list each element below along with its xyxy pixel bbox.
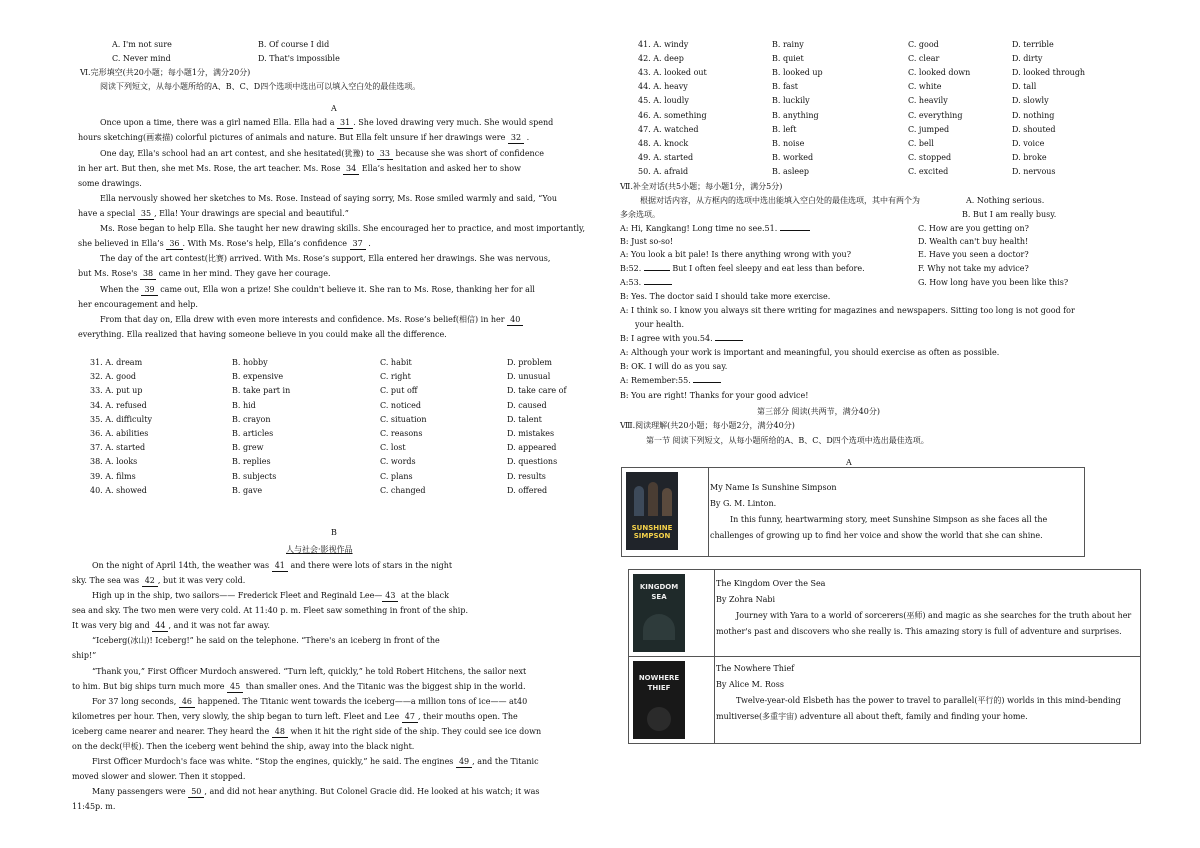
choice-item: D. Wealth can't buy health!	[918, 237, 1029, 246]
blank: 40	[507, 314, 523, 326]
passage-label: B	[331, 528, 337, 537]
passage-line: Ms. Rose began to help Ella. She taught her new drawing skills. She encouraged her to practice, and most importantly,	[100, 224, 586, 233]
blank	[644, 270, 670, 271]
blank	[693, 382, 721, 383]
blank: 46	[179, 696, 195, 708]
prev-option: C. Never mind	[112, 54, 171, 63]
option-choice: 31. A. dream	[90, 358, 143, 367]
option-choice: D. caused	[507, 400, 547, 410]
section-instruction: 第一节 阅读下列短文，从每小题所给的A、B、C、D四个选项中选出最佳选项。	[646, 436, 929, 445]
blank: 42	[142, 575, 158, 587]
dialogue-line: A: I think so. I know you always sit there writing for magazines and newspapers. Sitting too long is not good for	[620, 306, 1075, 315]
dialogue-line: B:52. But I often feel sleepy and eat less than before.	[620, 264, 865, 273]
option-choice: B. quiet	[772, 54, 804, 64]
book-cover-image: NOWHERE THIEF	[633, 661, 685, 739]
dialogue-line: A:53.	[620, 277, 672, 288]
dialogue-line: B: You are right! Thanks for your good advice!	[620, 391, 809, 400]
section-title: Ⅵ.完形填空(共20小题；每小题1分，满分20分)	[80, 68, 251, 77]
passage-line: her encouragement and help.	[78, 300, 198, 309]
option-choice: B. subjects	[232, 471, 277, 481]
passage-line: moved slower and slower. Then it stopped.	[72, 772, 246, 781]
blank: 34	[343, 163, 359, 175]
option-choice: B. hobby	[232, 358, 268, 367]
option-choice: C. stopped	[908, 152, 952, 162]
option-choice: B. expensive	[232, 372, 284, 382]
blank: 44	[152, 620, 168, 632]
book-cover-image: SUNSHINE SIMPSON	[626, 472, 678, 550]
passage-subtitle: 人与社会·影视作品	[286, 545, 353, 554]
option-choice: C. right	[380, 372, 411, 382]
option-choice: C. excited	[908, 166, 949, 176]
option-choice: C. white	[908, 82, 942, 92]
dialogue-line: B: Just so-so!	[620, 237, 674, 246]
option-choice: D. dirty	[1012, 54, 1043, 64]
option-choice: D. nothing	[1012, 110, 1055, 120]
option-choice: C. looked down	[908, 68, 971, 78]
dialogue-line: B: Yes. The doctor said I should take more exercise.	[620, 292, 831, 301]
option-choice: 45. A. loudly	[638, 96, 689, 106]
option-choice: 43. A. looked out	[638, 68, 707, 78]
blank: 33	[377, 148, 393, 160]
prev-option: A. I'm not sure	[112, 40, 172, 49]
book-title: The Kingdom Over the Sea	[716, 579, 826, 588]
dialogue-line: B: OK. I will do as you say.	[620, 362, 728, 371]
passage-label: A	[331, 104, 337, 113]
choice-item: A. Nothing serious.	[966, 196, 1045, 205]
book-card-group	[628, 569, 1141, 744]
option-choice: D. unusual	[507, 372, 551, 382]
passage-line: ship!”	[72, 651, 97, 660]
passage-line: she believed in Ella’s 36 . With Ms. Rose’s help, Ella’s confidence 37 .	[78, 239, 371, 248]
book-author: By G. M. Linton.	[710, 499, 777, 508]
option-choice: D. broke	[1012, 152, 1047, 162]
option-choice: 40. A. showed	[90, 485, 147, 495]
book-info	[716, 576, 1136, 640]
book-description: Journey with Yara to a world of sorcerers(巫师) and magic as she searches for the truth about her mother's past and discovers who she really is. This amazing story is full of adventure and surprises.	[716, 611, 1132, 636]
passage-line: It was very big and 44 , and it was not far away.	[72, 621, 270, 630]
option-choice: D. take care of	[507, 386, 567, 396]
passage-line: everything. Ella realized that having someone believe in you could make all the difference.	[78, 330, 447, 339]
passage-line: on the deck(甲板). Then the iceberg went behind the ship, away into the black night.	[72, 742, 415, 751]
passage-line: kilometres per hour. Then, very slowly, the ship began to turn left. Fleet and Lee 47 , their mouths open. The	[72, 712, 518, 721]
option-choice: C. reasons	[380, 429, 423, 438]
book-title: The Nowhere Thief	[716, 664, 795, 673]
choice-item: B. But I am really busy.	[962, 210, 1057, 219]
option-choice: C. words	[380, 457, 416, 467]
choice-item: G. How long have you been like this?	[918, 278, 1069, 287]
passage-line: From that day on, Ella drew with even more interests and confidence. Ms. Rose’s belief(相信) in her 40	[100, 314, 523, 326]
option-choice: D. appeared	[507, 443, 557, 453]
option-choice: D. mistakes	[507, 429, 555, 438]
book-description: Twelve-year-old Elsbeth has the power to travel to parallel(平行的) worlds in this mind-bending multiverse(多重宇宙) adventure all about theft, family and finding your home.	[716, 696, 1121, 721]
passage-line: in her art. But then, she met Ms. Rose, the art teacher. Ms. Rose 34 Ella’s hesitation and asked her to show	[78, 164, 521, 173]
option-choice: C. put off	[380, 386, 418, 396]
option-choice: B. fast	[772, 82, 799, 92]
passage-line: Many passengers were 50 , and did not hear anything. But Colonel Gracie did. He looked at his watch; it was	[92, 787, 540, 796]
passage-line: Ella nervously showed her sketches to Ms. Rose. Instead of saying sorry, Ms. Rose smiled warmly and said, “You	[100, 194, 557, 203]
option-choice: 46. A. something	[638, 110, 707, 120]
option-choice: 33. A. put up	[90, 386, 143, 396]
option-choice: 47. A. watched	[638, 124, 699, 134]
option-choice: D. voice	[1012, 138, 1045, 148]
option-choice: B. crayon	[232, 414, 271, 424]
option-choice: C. situation	[380, 414, 427, 424]
section-instruction: 多余选项。	[620, 210, 660, 219]
dialogue-line: A: Hi, Kangkang! Long time no see.51.	[620, 223, 810, 234]
option-choice: C. good	[908, 40, 939, 49]
blank	[644, 284, 672, 285]
passage-line: some drawings.	[78, 179, 142, 188]
book-title: My Name Is Sunshine Simpson	[710, 483, 837, 492]
option-choice: C. bell	[908, 138, 934, 148]
blank: 41	[272, 560, 288, 572]
option-choice: B. gave	[232, 485, 263, 495]
option-choice: 49. A. started	[638, 152, 694, 162]
section-title: Ⅷ.阅读理解(共20小题；每小题2分，满分40分)	[620, 421, 795, 430]
passage-line: to him. But big ships turn much more 45 than smaller ones. And the Titanic was the biggest ship in the world.	[72, 682, 526, 691]
option-choice: 37. A. started	[90, 443, 146, 453]
option-choice: D. offered	[507, 485, 548, 495]
option-choice: D. tall	[1012, 82, 1037, 92]
option-choice: B. anything	[772, 110, 819, 120]
book-author: By Alice M. Ross	[716, 680, 784, 689]
book-description: In this funny, heartwarming story, meet Sunshine Simpson as she faces all the challenges of growing up to find her voice and show the world that she can shine.	[710, 515, 1048, 540]
passage-line: For 37 long seconds, 46 happened. The Titanic went towards the iceberg——a million tons of ice—— at40	[92, 697, 528, 706]
blank	[715, 340, 743, 341]
passage-line: but Ms. Rose's 38 came in her mind. They gave her courage.	[78, 269, 331, 278]
option-choice: B. take part in	[232, 386, 291, 396]
dialogue-line: A: You look a bit pale! Is there anything wrong with you?	[620, 250, 851, 259]
option-choice: C. heavily	[908, 96, 948, 106]
option-choice: B. looked up	[772, 68, 823, 78]
passage-line: Once upon a time, there was a girl named Ella. Ella had a 31 . She loved drawing very much. She would spend	[100, 118, 554, 127]
option-choice: 48. A. knock	[638, 138, 689, 148]
option-choice: 34. A. refused	[90, 400, 147, 410]
passage-line: “Iceberg(冰山)! Iceberg!” he said on the telephone. “There's an iceberg in front of the	[92, 636, 440, 645]
option-choice: 39. A. films	[90, 471, 136, 481]
dialogue-line: your health.	[635, 320, 684, 329]
blank: 39	[141, 284, 157, 296]
section-instruction: 根据对话内容，从方框内的选项中选出能填入空白处的最佳选项，其中有两个为	[640, 196, 920, 205]
blank: 32	[508, 132, 524, 144]
option-choice: B. rainy	[772, 40, 804, 49]
option-choice: D. questions	[507, 457, 558, 467]
passage-line: sea and sky. The two men were very cold. At 11:40 p. m. Fleet saw something in front of the ship.	[72, 606, 468, 615]
option-choice: C. clear	[908, 54, 940, 64]
option-choice: 44. A. heavy	[638, 82, 688, 92]
option-choice: 35. A. difficulty	[90, 414, 152, 424]
option-choice: B. worked	[772, 152, 814, 162]
dialogue-line: A: Remember:55.	[620, 375, 721, 386]
book-card	[621, 467, 1085, 557]
option-choice: C. plans	[380, 471, 413, 481]
blank: 45	[227, 681, 243, 693]
option-choice: D. slowly	[1012, 96, 1049, 106]
option-choice: D. results	[507, 471, 546, 481]
option-choice: B. hid	[232, 400, 256, 410]
choice-item: F. Why not take my advice?	[918, 264, 1029, 273]
choice-item: C. How are you getting on?	[918, 224, 1029, 233]
blank: 48	[272, 726, 288, 738]
passage-line: sky. The sea was 42 , but it was very cold.	[72, 576, 246, 585]
option-choice: C. everything	[908, 110, 963, 120]
passage-line: On the night of April 14th, the weather was 41 and there were lots of stars in the night	[92, 561, 453, 570]
option-choice: D. shouted	[1012, 124, 1056, 134]
blank: 36	[166, 238, 182, 250]
prev-option: B. Of course I did	[258, 40, 330, 49]
option-choice: C. habit	[380, 358, 412, 367]
option-choice: 42. A. deep	[638, 54, 684, 64]
passage-line: When the 39 came out, Ella won a prize! She couldn't believe it. She ran to Ms. Rose, thanking her for all	[100, 285, 535, 294]
option-choice: B. noise	[772, 138, 805, 148]
option-choice: B. articles	[232, 429, 274, 438]
option-choice: 50. A. afraid	[638, 166, 689, 176]
book-author: By Zohra Nabi	[716, 595, 776, 604]
part-title: 第三部分 阅读(共两节，满分40分)	[757, 407, 880, 416]
passage-line: First Officer Murdoch's face was white. “Stop the engines, quickly,” he said. The engines 49 , and the Titanic	[92, 757, 539, 766]
blank: 35	[138, 208, 154, 220]
blank: 49	[456, 756, 472, 768]
passage-line: 11:45p. m.	[72, 802, 116, 811]
option-choice: D. nervous	[1012, 166, 1056, 176]
passage-label: A	[846, 458, 852, 467]
passage-line: hours sketching(画素描) colorful pictures of animals and nature. But Ella felt unsure if her drawings were 32 .	[78, 133, 530, 142]
section-title: Ⅶ.补全对话(共5小题；每小题1分，满分5分)	[620, 182, 783, 191]
blank: 50	[188, 786, 204, 798]
option-choice: C. jumped	[908, 124, 950, 134]
section-instruction: 阅读下列短文，从每小题所给的A、B、C、D四个选项中选出可以填入空白处的最佳选项。	[100, 82, 421, 91]
passage-line: have a special 35 , Ella! Your drawings are special and beautiful.”	[78, 209, 349, 218]
passage-line: High up in the ship, two sailors—— Frederick Fleet and Reginald Lee— 43 at the black	[92, 591, 449, 600]
dialogue-line: B: I agree with you.54.	[620, 333, 743, 344]
book-info	[710, 480, 1078, 544]
prev-option: D. That's impossible	[258, 54, 340, 63]
dialogue-line: A: Although your work is important and meaningful, you should exercise as often as possible.	[620, 348, 1000, 357]
blank	[780, 230, 810, 231]
blank: 47	[402, 711, 418, 723]
option-choice: D. problem	[507, 358, 552, 367]
option-choice: C. noticed	[380, 400, 421, 410]
option-choice: B. left	[772, 124, 797, 134]
option-choice: C. lost	[380, 443, 406, 453]
option-choice: B. replies	[232, 457, 271, 467]
blank: 38	[140, 268, 156, 280]
option-choice: 38. A. looks	[90, 457, 138, 467]
book-cover-image: KINGDOM SEA	[633, 574, 685, 652]
book-info	[716, 661, 1136, 725]
choice-item: E. Have you seen a doctor?	[918, 250, 1029, 259]
option-choice: B. grew	[232, 443, 264, 453]
passage-line: One day, Ella's school had an art contest, and she hesitated(犹豫) to 33 because she was short of confidence	[100, 149, 544, 158]
option-choice: D. terrible	[1012, 40, 1054, 49]
option-choice: 36. A. abilities	[90, 429, 149, 438]
blank: 43	[382, 590, 398, 602]
blank: 37	[350, 238, 366, 250]
option-choice: 41. A. windy	[638, 40, 689, 49]
blank: 31	[337, 117, 353, 129]
passage-line: The day of the art contest(比赛) arrived. With Ms. Rose’s support, Ella entered her drawings. She was nervous,	[100, 254, 551, 263]
passage-line: iceberg came nearer and nearer. They heard the 48 when it hit the right side of the ship. They could see ice down	[72, 727, 542, 736]
option-choice: D. talent	[507, 414, 542, 424]
option-choice: B. luckily	[772, 96, 810, 106]
option-choice: D. looked through	[1012, 68, 1086, 78]
option-choice: C. changed	[380, 485, 426, 495]
option-choice: B. asleep	[772, 166, 809, 176]
passage-line: “Thank you,” First Officer Murdoch answered. “Turn left, quickly,” he told Robert Hitchens, the sailor next	[92, 667, 527, 676]
option-choice: 32. A. good	[90, 372, 137, 382]
